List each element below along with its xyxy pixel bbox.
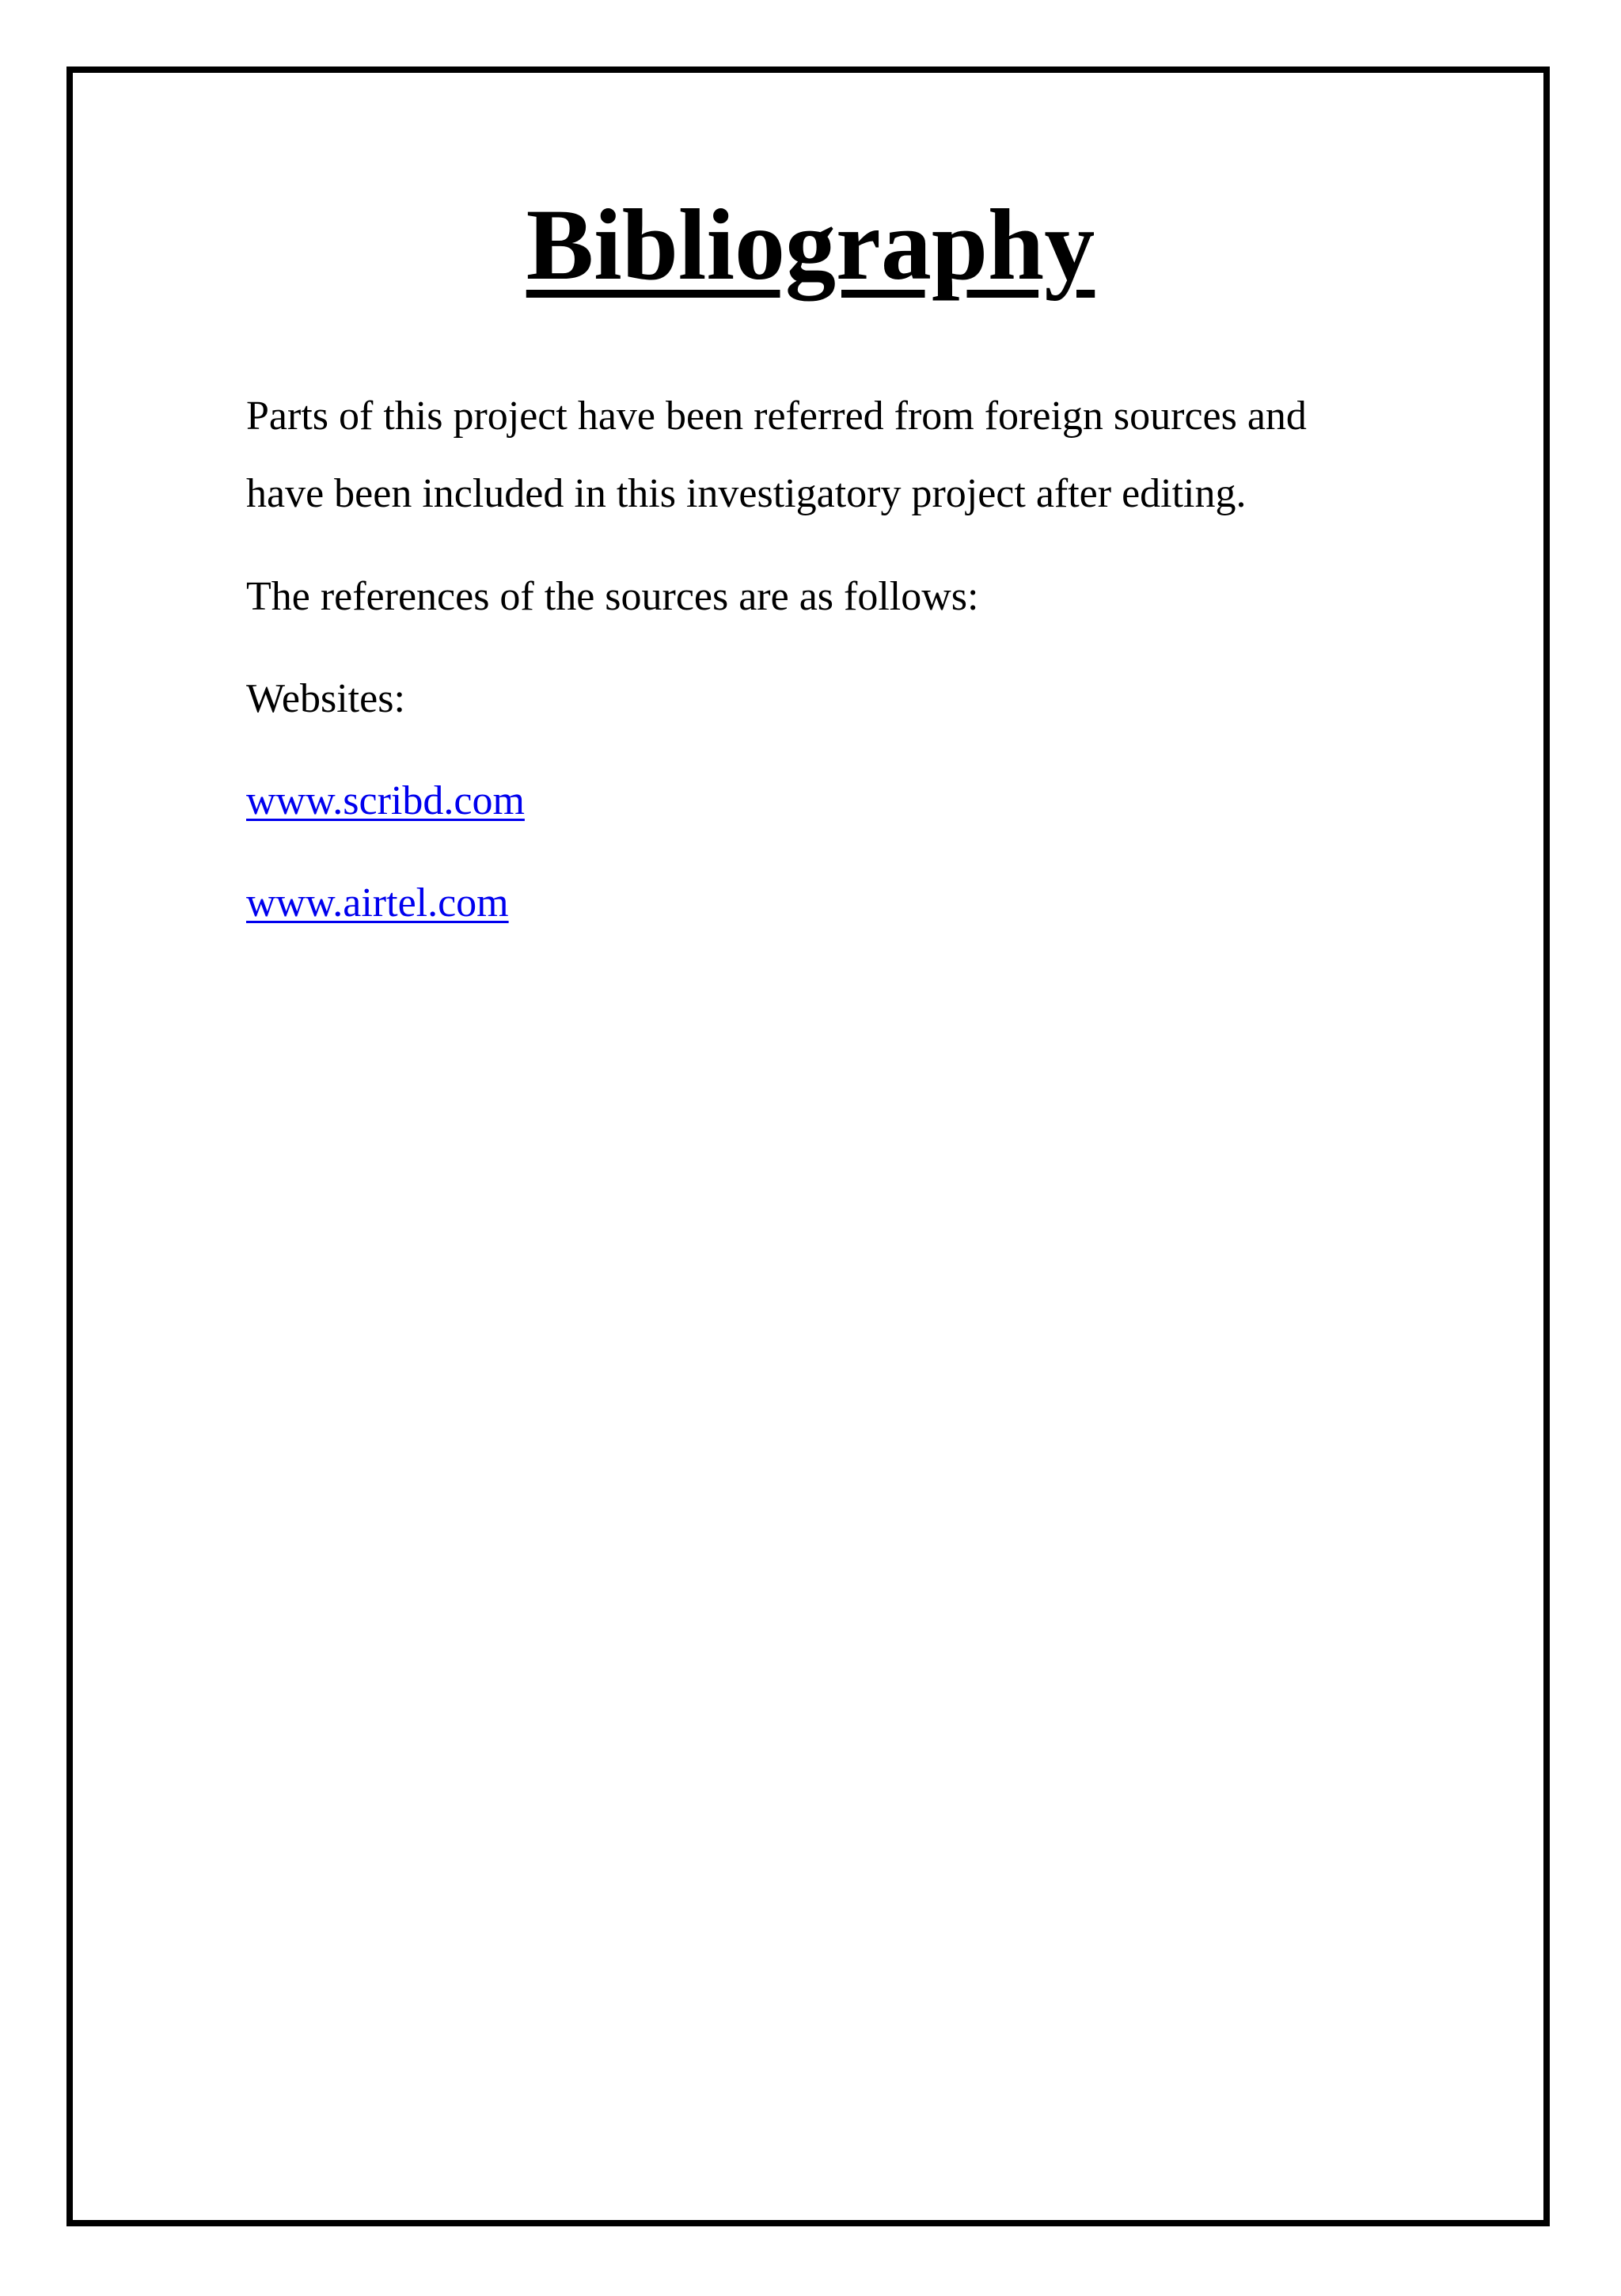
websites-heading: Websites: [246,676,405,721]
link-row-scribd [246,778,1386,823]
page-border [66,67,1550,2226]
paragraph-line-2: have been included in this investigatory project after editing. [246,471,1247,516]
link-scribd[interactable]: www.scribd.com [246,778,525,823]
link-airtel[interactable]: www.airtel.com [246,880,509,926]
page-title [0,188,1621,301]
link-row-airtel [246,880,1386,926]
paragraph-line-1: Parts of this project have been referred from foreign sources and [246,393,1307,439]
references-intro: The references of the sources are as follows: [246,574,979,619]
page-title-text: Bibliography [526,188,1095,301]
